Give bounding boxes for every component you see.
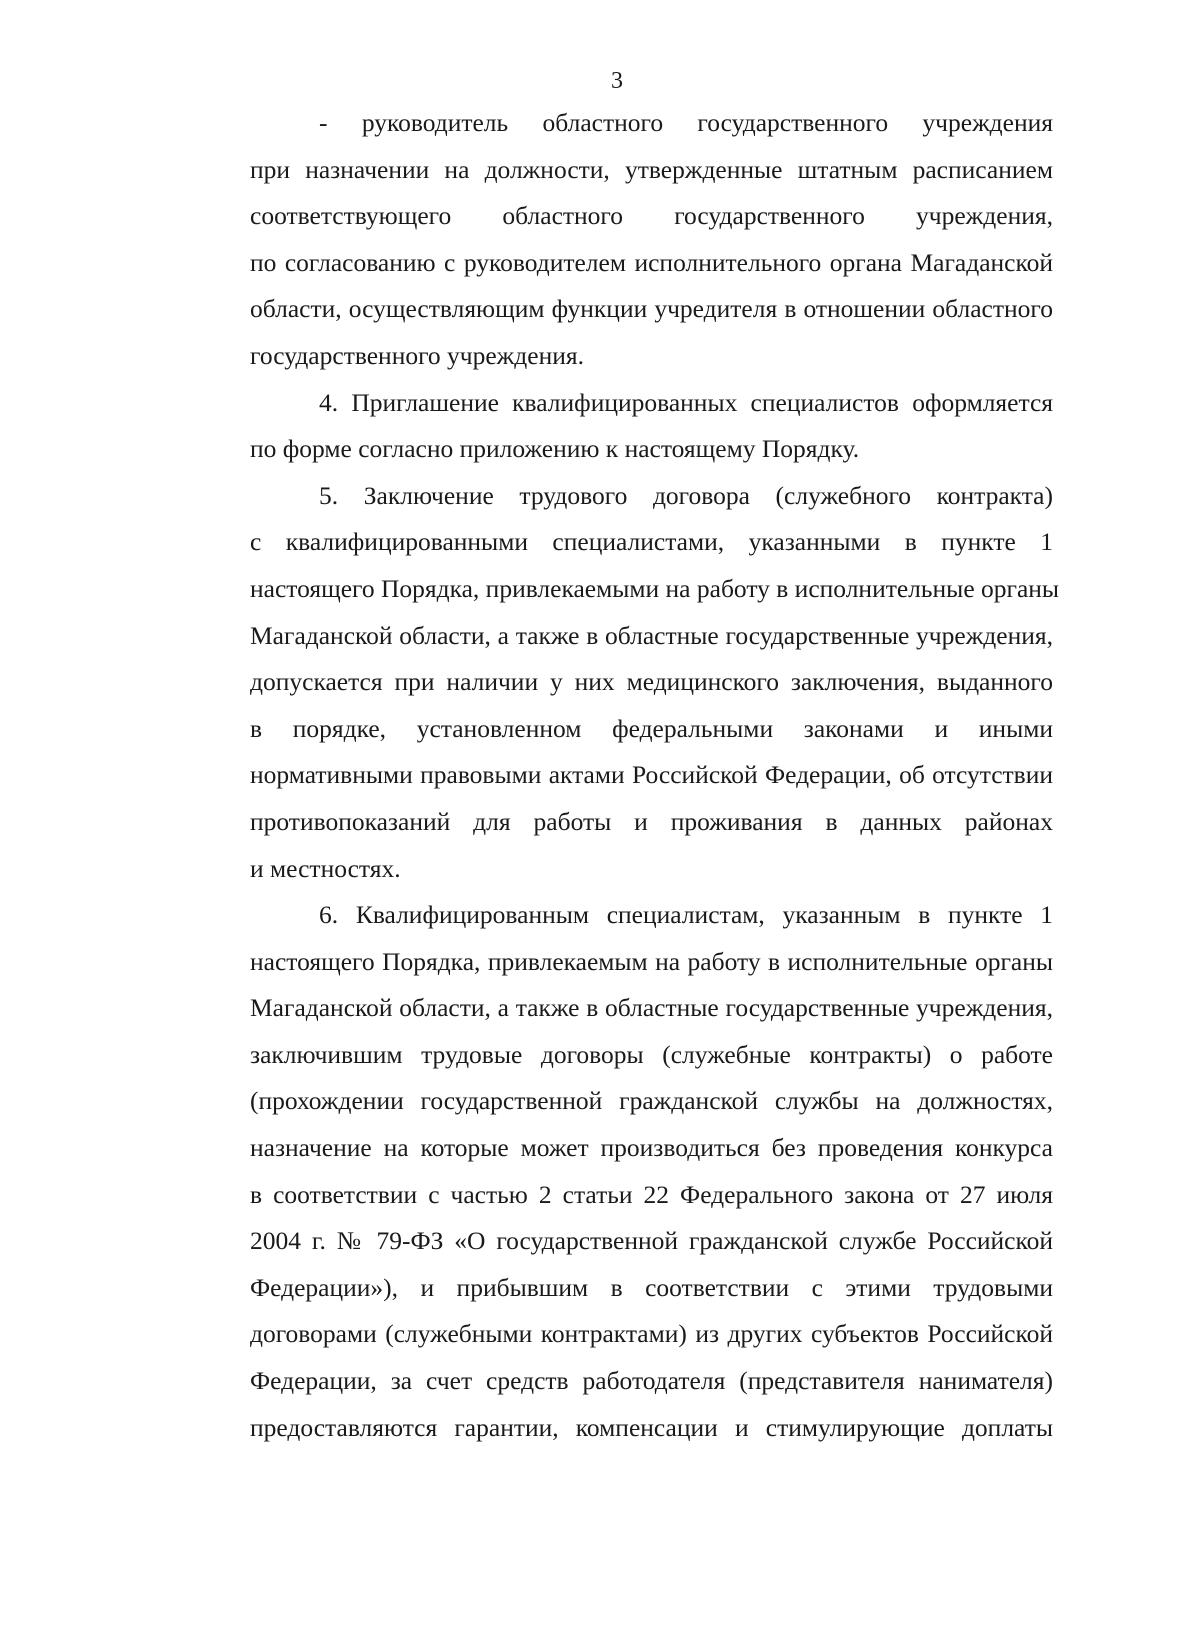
paragraph-5-contract bbox=[181, 473, 1060, 892]
text-line: нормативными правовыми актами Российской Федерации, об отсутствии bbox=[250, 760, 1053, 790]
text-line: соответствующего областного государственного учреждения, bbox=[250, 201, 1053, 231]
document-body bbox=[181, 100, 1060, 1451]
text-line: назначение на которые может производиться без проведения конкурса bbox=[250, 1133, 1053, 1163]
text-line: Федерации»), и прибывшим в соответствии с этими трудовыми bbox=[250, 1272, 1053, 1302]
text-line: Магаданской области, а также в областные государственные учреждения, bbox=[250, 993, 1053, 1023]
text-line: (прохождении государственной гражданской службы на должностях, bbox=[250, 1086, 1053, 1116]
paragraph-4-invitation bbox=[181, 380, 1053, 473]
text-line: по форме согласно приложению к настоящему Порядку. bbox=[250, 434, 860, 464]
text-line: настоящего Порядка, привлекаемым на работу в исполнительные органы bbox=[250, 946, 1053, 976]
text-line: предоставляются гарантии, компенсации и стимулирующие доплаты bbox=[250, 1412, 1053, 1442]
text-line: противопоказаний для работы и проживания в данных районах bbox=[250, 806, 1053, 836]
text-line: в порядке, установленном федеральными законами и иными bbox=[250, 713, 1053, 743]
text-line: настоящего Порядка, привлекаемыми на работу в исполнительные органы bbox=[250, 573, 1060, 603]
text-line: заключившим трудовые договоры (служебные контракты) о работе bbox=[250, 1039, 1053, 1069]
text-line: Магаданской области, а также в областные государственные учреждения, bbox=[250, 620, 1053, 650]
paragraph-3-appointment bbox=[181, 100, 1053, 380]
text-line: области, осуществляющим функции учредителя в отношении областного bbox=[250, 294, 1053, 324]
text-line: с квалифицированными специалистами, указанными в пункте 1 bbox=[250, 527, 1053, 557]
text-line: договорами (служебными контрактами) из других субъектов Российской bbox=[250, 1319, 1053, 1349]
text-line: в соответствии с частью 2 статьи 22 Федерального закона от 27 июля bbox=[250, 1179, 1053, 1209]
text-line: 2004 г. № 79-ФЗ «О государственной гражданской службе Российской bbox=[250, 1226, 1053, 1256]
text-line: 6. Квалифицированным специалистам, указанным в пункте 1 bbox=[319, 900, 1053, 930]
text-line: государственного учреждения. bbox=[250, 340, 584, 370]
text-line: 5. Заключение трудового договора (служебного контракта) bbox=[319, 480, 1053, 510]
page-number: 3 bbox=[611, 68, 623, 94]
text-line: по согласованию с руководителем исполнительного органа Магаданской bbox=[250, 247, 1053, 277]
paragraph-6-guarantees bbox=[181, 892, 1053, 1451]
text-line: при назначении на должности, утвержденные штатным расписанием bbox=[250, 154, 1053, 184]
text-line: 4. Приглашение квалифицированных специалистов оформляется bbox=[319, 387, 1053, 417]
text-line: и местностях. bbox=[250, 853, 401, 883]
text-line: допускается при наличии у них медицинского заключения, выданного bbox=[250, 667, 1053, 697]
text-line: Федерации, за счет средств работодателя (представителя нанимателя) bbox=[250, 1366, 1053, 1396]
text-line: - руководитель областного государственного учреждения bbox=[319, 108, 1053, 137]
